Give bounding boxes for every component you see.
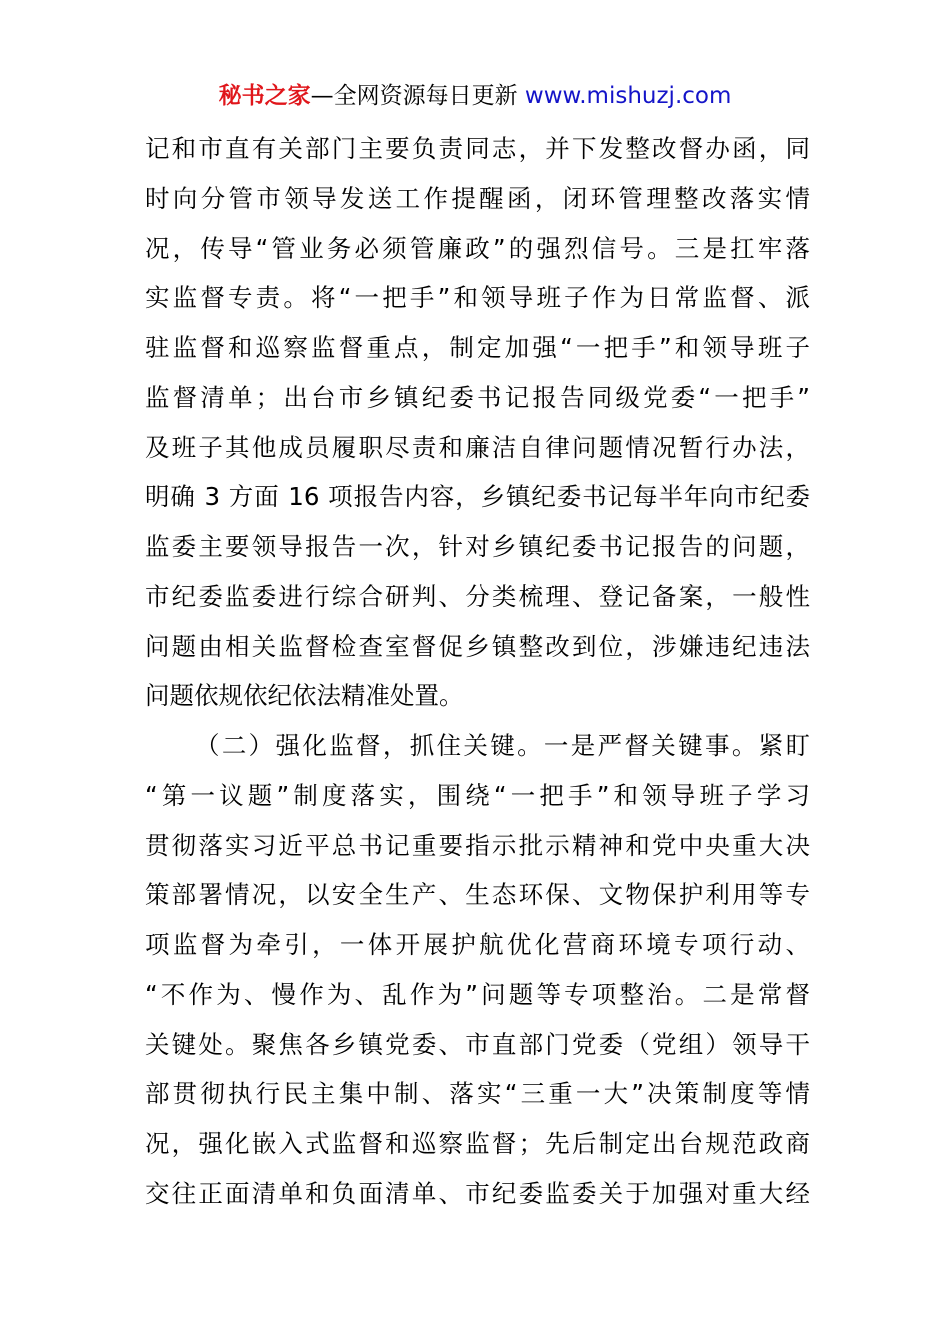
document-body xyxy=(145,124,810,1219)
text-line: 关键处。聚焦各乡镇党委、市直部门党委（党组）领导干 xyxy=(145,1029,810,1059)
text-line: 部贯彻执行民主集中制、落实“三重一大”决策制度等情 xyxy=(145,1079,810,1109)
text-line: “不作为、慢作为、乱作为”问题等专项整治。二是常督 xyxy=(145,979,810,1009)
text-line: 监督清单；出台市乡镇纪委书记报告同级党委“一把手” xyxy=(145,382,810,412)
site-brand: 秘书之家 xyxy=(218,83,311,109)
paragraph-heading-line: （二）强化监督，抓住关键。一是严督关键事。紧盯 xyxy=(195,731,810,760)
text-line: “第一议题”制度落实，围绕“一把手”和领导班子学习 xyxy=(145,780,810,810)
text-line: 时向分管市领导发送工作提醒函，闭环管理整改落实情 xyxy=(145,183,810,213)
text-line: 项监督为牵引，一体开展护航优化营商环境专项行动、 xyxy=(145,930,810,959)
text-line: 况，传导“管业务必须管廉政”的强烈信号。三是扛牢落 xyxy=(145,233,810,263)
text-line: 问题依规依纪依法精准处置。 xyxy=(145,681,464,711)
site-url[interactable]: www.mishuzj.com xyxy=(524,83,732,109)
text-line: 实监督专责。将“一把手”和领导班子作为日常监督、派 xyxy=(145,283,810,313)
page-header xyxy=(0,80,950,112)
text-line: 贯彻落实习近平总书记重要指示批示精神和党中央重大决 xyxy=(145,830,810,860)
text-line: 及班子其他成员履职尽责和廉洁自律问题情况暂行办法， xyxy=(145,432,810,462)
text-line: 策部署情况，以安全生产、生态环保、文物保护利用等专 xyxy=(145,880,810,910)
text-line: 明确 3 方面 16 项报告内容，乡镇纪委书记每半年向市纪委 xyxy=(145,482,810,512)
text-line: 况，强化嵌入式监督和巡察监督；先后制定出台规范政商 xyxy=(145,1129,810,1158)
text-line: 市纪委监委进行综合研判、分类梳理、登记备案，一般性 xyxy=(145,581,810,611)
text-line: 驻监督和巡察监督重点，制定加强“一把手”和领导班子 xyxy=(145,333,810,362)
text-line: 记和市直有关部门主要负责同志，并下发整改督办函，同 xyxy=(145,134,810,163)
text-line: 问题由相关监督检查室督促乡镇整改到位，涉嫌违纪违法 xyxy=(145,631,810,661)
site-tagline: —全网资源每日更新 xyxy=(310,83,518,109)
text-line: 监委主要领导报告一次，针对乡镇纪委书记报告的问题， xyxy=(145,532,810,561)
text-line: 交往正面清单和负面清单、市纪委监委关于加强对重大经 xyxy=(145,1178,810,1208)
